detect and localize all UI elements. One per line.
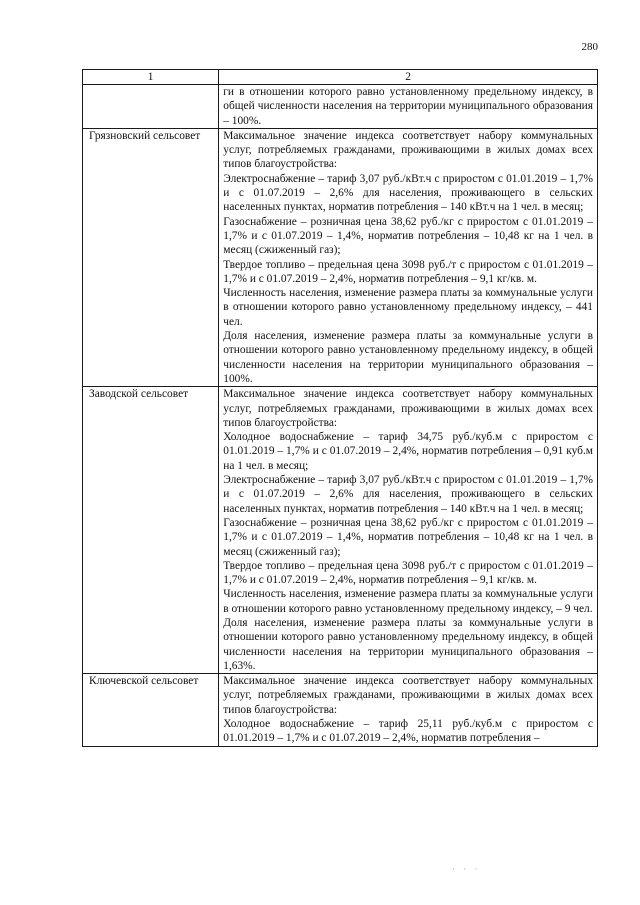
description-paragraph: Максимальное значение индекса соответствует набору коммунальных услуг, потребляемых гражданами, проживающими в жилых домах всех типов благоустройства: [223, 129, 593, 171]
column-header-1: 1 [83, 70, 219, 85]
description-paragraph: Газоснабжение – розничная цена 38,62 руб./кг с приростом с 01.01.2019 – 1,7% и с 01.07.2019 – 1,4%, норматив потребления – 10,48 кг на 1 чел. в месяц (сжиженный газ); [223, 516, 593, 558]
scan-artifact: · · · [452, 864, 481, 874]
municipality-name-cell: Заводской сельсовет [83, 387, 219, 674]
description-paragraph: Численность населения, изменение размера платы за коммунальные услуги в отношении которого равно установленному предельному индексу, – 441 чел. [223, 287, 593, 328]
description-paragraph: Твердое топливо – предельная цена 3098 руб./т с приростом с 01.01.2019 – 1,7% и с 01.07.2019 – 2,4%, норматив потребления – 9,1 кг/кв. м. [223, 559, 593, 587]
description-cell [219, 674, 598, 746]
description-paragraph: Холодное водоснабжение – тариф 34,75 руб./куб.м с приростом с 01.01.2019 – 1,7% и с 01.07.2019 – 2,4%, норматив потребления – 0,91 куб.м на 1 чел. в месяц; [223, 431, 593, 472]
municipality-name-cell [83, 85, 219, 129]
table-body [83, 85, 598, 747]
table-row [83, 674, 598, 746]
description-paragraph: Газоснабжение – розничная цена 38,62 руб./кг с приростом с 01.01.2019 – 1,7% и с 01.07.2019 – 1,4%, норматив потребления – 10,48 кг на 1 чел. в месяц (сжиженный газ); [223, 215, 593, 257]
description-paragraph: Доля населения, изменение размера платы за коммунальные услуги в отношении которого равно установленному предельному индексу, в общей численности населения на территории муниципального образования – 1,63%. [223, 616, 593, 672]
table-header-row [83, 70, 598, 85]
description-paragraph: Доля населения, изменение размера платы за коммунальные услуги в отношении которого равно установленному предельному индексу, в общей численности населения на территории муниципального образования – 100%. [223, 330, 593, 385]
municipality-name-cell: Грязновский сельсовет [83, 128, 219, 386]
description-paragraph: Электроснабжение – тариф 3,07 руб./кВт.ч с приростом с 01.01.2019 – 1,7% и с 01.07.2019 – 2,6% для населения, проживающего в сельских населенных пунктах, норматив потребления – 140 кВт.ч на 1 чел. в месяц; [223, 172, 593, 214]
description-paragraph: Максимальное значение индекса соответствует набору коммунальных услуг, потребляемых гражданами, проживающими в жилых домах всех типов благоустройства: [223, 388, 593, 429]
table-row [83, 387, 598, 674]
description-paragraph: Электроснабжение – тариф 3,07 руб./кВт.ч с приростом с 01.01.2019 – 1,7% и с 01.07.2019 – 2,6% для населения, проживающего в сельских населенных пунктах, норматив потребления – 140 кВт.ч на 1 чел. в месяц; [223, 474, 593, 515]
table-row [83, 85, 598, 129]
description-cell [219, 387, 598, 674]
tariff-table [82, 69, 598, 747]
description-paragraph: Численность населения, изменение размера платы за коммунальные услуги в отношении которого равно установленному предельному индексу, – 9 чел. [223, 588, 593, 615]
column-header-2: 2 [219, 70, 598, 85]
page-number: 280 [581, 41, 598, 53]
table-row [83, 128, 598, 386]
description-paragraph: ги в отношении которого равно установленному предельному индексу, в общей численности населения на территории муниципального образования – 100%. [223, 86, 593, 127]
description-paragraph: Твердое топливо – предельная цена 3098 руб./т с приростом с 01.01.2019 – 1,7% и с 01.07.2019 – 2,4%, норматив потребления – 9,1 кг/кв. м. [223, 258, 593, 285]
municipality-name-cell: Ключевской сельсовет [83, 674, 219, 746]
description-cell [219, 85, 598, 129]
description-paragraph: Максимальное значение индекса соответствует набору коммунальных услуг, потребляемых гражданами, проживающими в жилых домах всех типов благоустройства: [223, 675, 593, 716]
description-paragraph: Холодное водоснабжение – тариф 25,11 руб./куб.м с приростом с 01.01.2019 – 1,7% и с 01.07.2019 – 2,4%, норматив потребления – [223, 718, 593, 745]
description-cell [219, 128, 598, 386]
